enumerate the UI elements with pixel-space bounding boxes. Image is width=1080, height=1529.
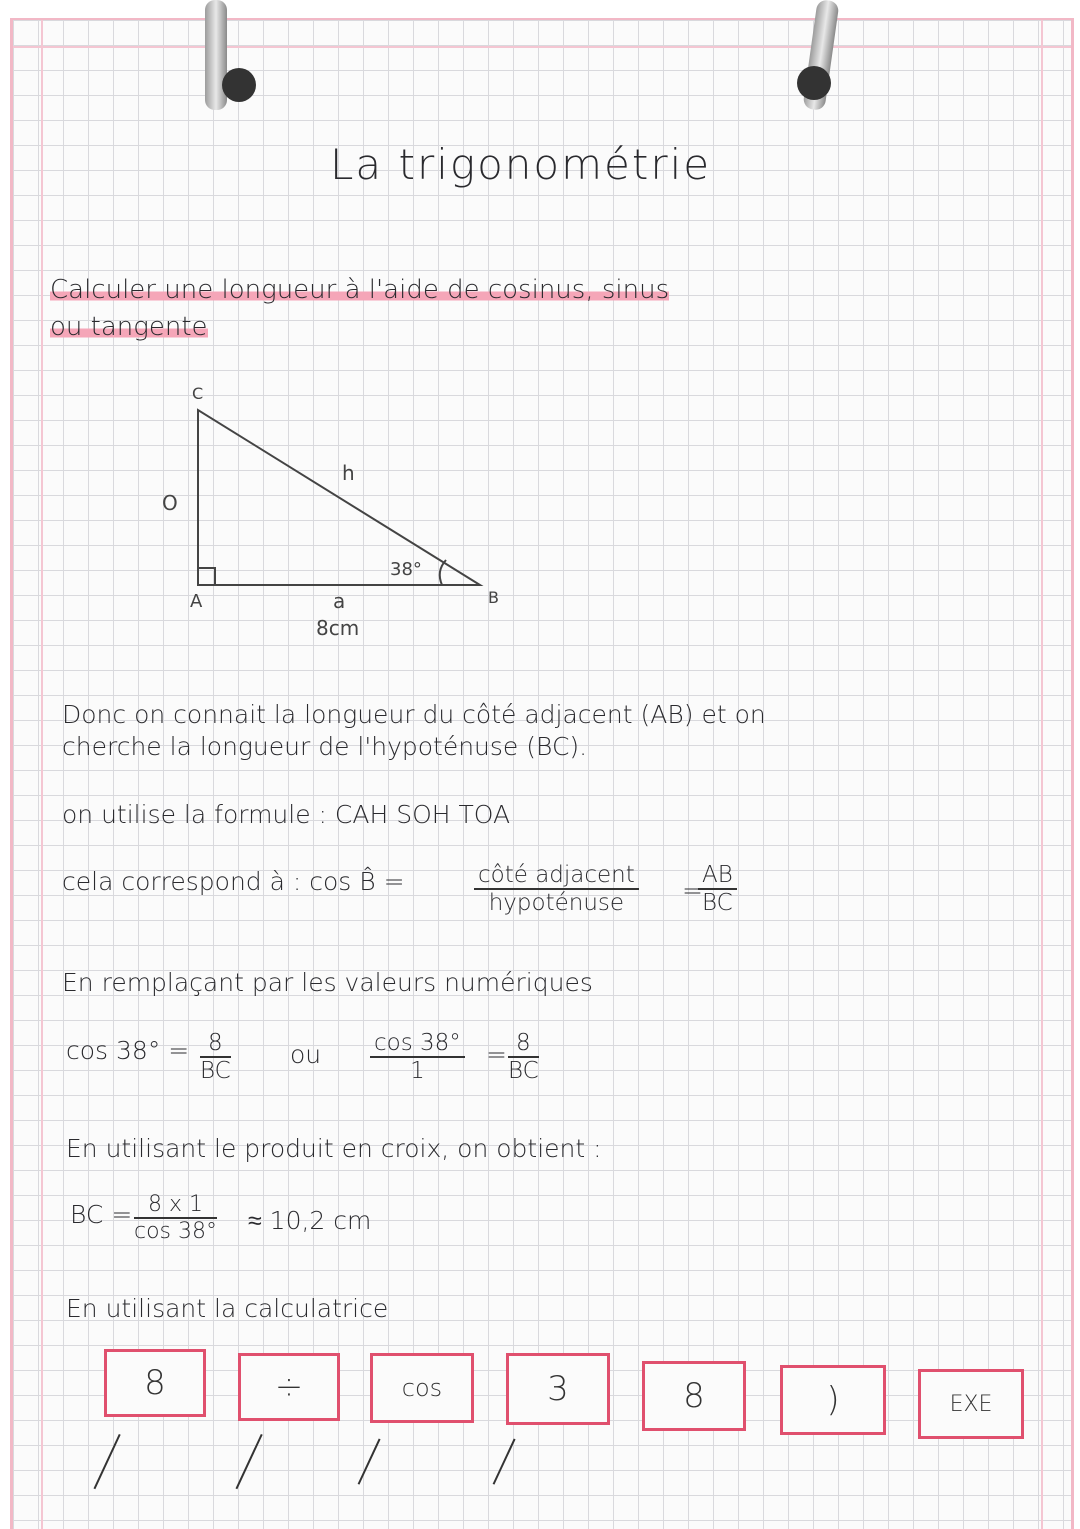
calc-key-3: 3 xyxy=(506,1353,610,1425)
fraction-ab-over-bc xyxy=(698,862,737,916)
adjacent-side-label: a xyxy=(333,589,346,613)
fraction-8-over-bc-right xyxy=(508,1030,539,1084)
vertex-b-label: B xyxy=(488,588,499,607)
calculator-intro: En utilisant la calculatrice xyxy=(66,1294,389,1323)
fraction-adjacent-over-hypotenuse xyxy=(474,862,639,916)
fraction-numerator: 8 xyxy=(508,1030,539,1058)
calc-key-8-second: 8 xyxy=(642,1361,746,1431)
page-left-margin xyxy=(41,20,43,1529)
page-right-margin xyxy=(1041,20,1043,1529)
result-value: ≈ 10,2 cm xyxy=(248,1206,372,1235)
substitution-equals: = xyxy=(486,1040,507,1069)
vertex-a-label: A xyxy=(190,591,203,612)
calc-key-exe: EXE xyxy=(918,1369,1024,1439)
fraction-denominator: cos 38° xyxy=(134,1219,218,1244)
page-title: La trigonométrie xyxy=(330,140,712,189)
opposite-side-label: O xyxy=(162,491,178,515)
subtitle-line-2: ou tangente xyxy=(50,312,208,342)
calc-key-8: 8 xyxy=(104,1349,206,1417)
fraction-cos38-over-1 xyxy=(370,1030,465,1084)
fraction-numerator: AB xyxy=(698,862,737,890)
formula-prefix: cela correspond à : cos B̂ = xyxy=(62,867,405,896)
fraction-numerator: 8 x 1 xyxy=(134,1192,217,1219)
calc-key-divide: ÷ xyxy=(238,1353,340,1421)
fraction-denominator: 1 xyxy=(410,1058,425,1084)
punch-hole-right xyxy=(797,66,831,100)
result-prefix: BC = xyxy=(70,1200,133,1229)
fraction-result xyxy=(134,1192,217,1244)
explanation-line-1: Donc on connait la longueur du côté adjacent (AB) et on xyxy=(62,700,766,729)
angle-label: 38° xyxy=(390,559,422,580)
hypotenuse-label: h xyxy=(342,461,355,485)
fraction-denominator: BC xyxy=(200,1058,231,1084)
punch-hole-left xyxy=(222,68,256,102)
fraction-8-over-bc xyxy=(200,1030,231,1084)
subtitle-line-1: Calculer une longueur à l'aide de cosinus, sinus xyxy=(50,275,670,305)
calc-key-cos: cos xyxy=(370,1353,474,1423)
substitution-or: ou xyxy=(290,1040,322,1069)
fraction-denominator: hypoténuse xyxy=(488,890,625,916)
calc-key-close-paren: ) xyxy=(780,1365,886,1435)
fraction-numerator: cos 38° xyxy=(370,1030,465,1058)
substitution-intro: En remplaçant par les valeurs numériques xyxy=(62,968,593,997)
page-top-margin xyxy=(13,46,1071,48)
calculator-key-sequence xyxy=(0,1347,1080,1437)
fraction-numerator: côté adjacent xyxy=(474,862,639,890)
fraction-denominator: BC xyxy=(508,1058,539,1084)
substitution-left-prefix: cos 38° = xyxy=(66,1036,190,1065)
triangle-shape xyxy=(198,410,480,585)
explanation-line-2: cherche la longueur de l'hypoténuse (BC). xyxy=(62,732,588,761)
vertex-c-label: C xyxy=(192,385,204,403)
fraction-denominator: BC xyxy=(702,890,733,916)
right-triangle-diagram xyxy=(150,385,520,645)
fraction-numerator: 8 xyxy=(200,1030,231,1058)
right-angle-mark xyxy=(198,568,215,585)
cross-product-intro: En utilisant le produit en croix, on obtient : xyxy=(66,1134,602,1163)
formula-intro: on utilise la formule : CAH SOH TOA xyxy=(62,800,511,829)
side-length-label: 8cm xyxy=(316,616,360,640)
formula-equals: = xyxy=(682,876,703,905)
